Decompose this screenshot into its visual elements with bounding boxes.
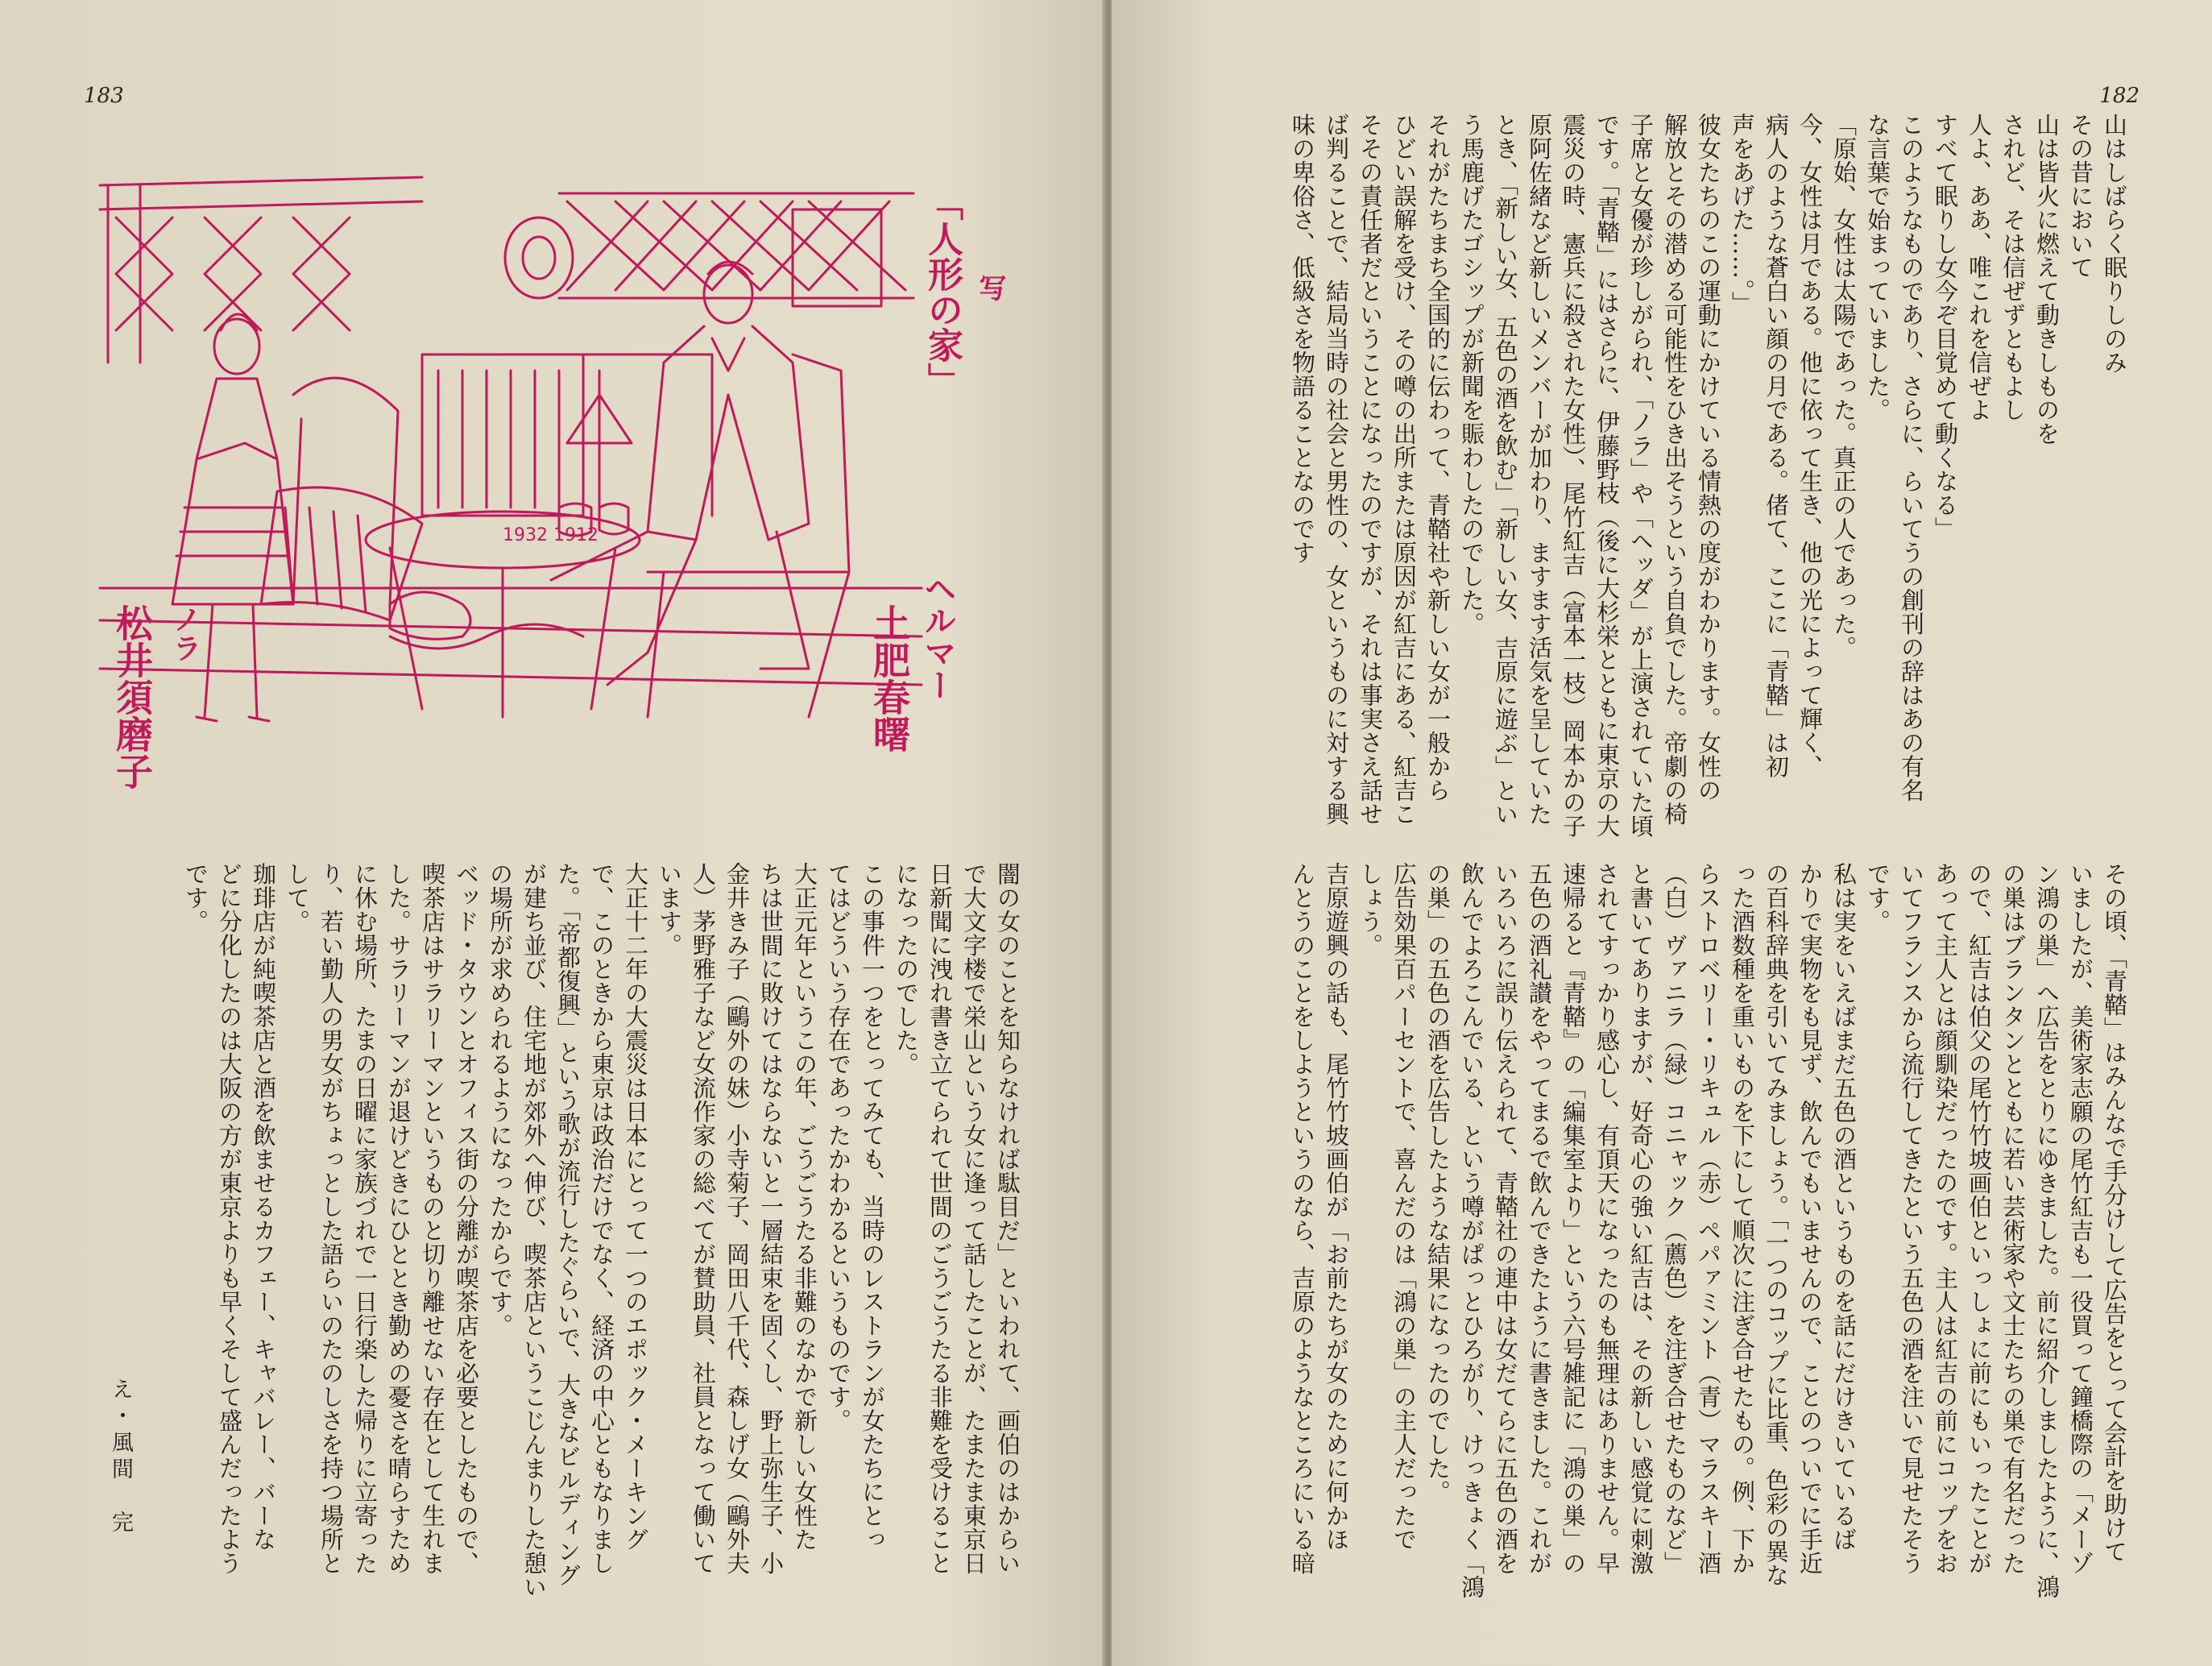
- left-body-line: います。: [656, 862, 683, 957]
- right-upper-line: 声をあげた……。」: [1729, 113, 1756, 315]
- right-upper-line: 山は皆火に燃えて動きしものを: [2033, 113, 2061, 446]
- right-upper-line: です。「青鞜」にはさらに、伊藤野枝（後に大杉栄とともに東京の大: [1593, 113, 1621, 838]
- right-lower-line: の巣はブランタンとともに若い芸術家や文士たちの巣で有名だった: [1999, 862, 2027, 1575]
- right-upper-line: 「原始、女性は太陽であった。真正の人であった。: [1830, 113, 1858, 660]
- left-body-line: になったのでした。: [893, 862, 920, 1076]
- table-inscription: 1932 1912: [503, 525, 599, 545]
- right-upper-line: そその責任者だということになったのですが、それは事実さえ話せ: [1357, 113, 1384, 826]
- right-lower-line: かりで実物をも見ず、飲んでもいませんので、ことのついでに手近: [1796, 862, 1824, 1575]
- right-upper-line: ば判ることで、結局当時の社会と男性の、女というものに対する興: [1323, 113, 1350, 826]
- right-lower-line: んとうのことをしようというのなら、吉原のようなところにいる暗: [1289, 862, 1316, 1575]
- left-body-line: 大正元年というこの年、ごうごうたる非難のなかで新しい女性た: [791, 862, 818, 1552]
- right-upper-line: 人よ、ああ、唯これを信ぜよ: [1966, 113, 1993, 422]
- left-body-line: ベッド・タウンとオフィス街の分離が喫茶店を必要としたもので、: [453, 862, 480, 1575]
- right-upper-line: う馬鹿げたゴシップが新聞を賑わしたのでした。: [1458, 113, 1485, 636]
- left-body-line: 日新聞に洩れ書き立てられて世間のごうごうたる非難を受けること: [926, 862, 954, 1575]
- left-body-line: が建ち並び、住宅地が郊外へ伸び、喫茶店というこじんまりした憩い: [520, 862, 548, 1599]
- right-page: [1112, 0, 2212, 1666]
- right-lower-line: しょう。: [1357, 862, 1384, 957]
- left-body-line: に休む場所、たまの日曜に家族づれで一日行楽した帰りに立寄った: [351, 862, 379, 1575]
- left-body-line: この事件一つをとってみても、当時のレストランが女たちにとっ: [859, 862, 886, 1552]
- illustrator-credit: え・風間 完: [108, 1378, 133, 1537]
- right-upper-line: 味の卑俗さ、低級さを物語ることなのです: [1289, 113, 1316, 565]
- left-body-line: り、若い勤人の男女がちょっとした語らいのたのしさを持つ場所と: [317, 862, 345, 1575]
- left-body-line: 金井きみ子（鷗外の妹）小寺菊子、岡田八千代、森しげ女（鷗外夫: [723, 862, 751, 1575]
- right-lower-line: 吉原遊興の話も、尾竹竹坡画伯が「お前たちが女のために何かほ: [1323, 862, 1350, 1552]
- left-body-line: 大正十二年の大震災は日本にとって一つのエポック・メーキング: [622, 862, 649, 1552]
- left-body-line: 闇の女のことを知らなければ駄目だ」といわれて、画伯のはからい: [994, 862, 1021, 1575]
- right-upper-line: とき、「新しい女、五色の酒を飲む」「新しい女、吉原に遊ぶ」とい: [1492, 113, 1519, 827]
- left-body-text: [179, 862, 1025, 1660]
- right-upper-line: このようなものであり、さらに、らいてうの創刊の辞はあの有名: [1898, 113, 1925, 802]
- right-upper-line: それがたちまち全国的に伝わって、青鞜社や新しい女が一般から: [1424, 113, 1452, 802]
- right-upper-line: されど、そは信ぜずともよし: [1999, 113, 2027, 422]
- right-upper-line: 原阿佐緒など新しいメンバーが加わり、ますます活気を呈していた: [1526, 113, 1553, 826]
- right-lower-line: あって主人とは顔馴染だったのです。主人は紅吉の前にコップをお: [1932, 862, 1959, 1575]
- right-upper-line: 彼女たちのこの運動にかけている情熱の度がわかります。女性の: [1695, 113, 1722, 802]
- left-body-line: で、このときから東京は政治だけでなく、経済の中心ともなりまし: [588, 862, 615, 1575]
- left-body-line: の場所が求められるようになったからです。: [487, 862, 514, 1337]
- left-body-line: です。: [182, 862, 209, 934]
- right-lower-line: いてフランスから流行してきたという五色の酒を注いで見せたそう: [1898, 862, 1925, 1575]
- right-lower-line: です。: [1864, 862, 1891, 934]
- left-body-line: てはどういう存在であったかわかるというものです。: [825, 862, 852, 1432]
- right-lower-line: ので、紅吉は伯父の尾竹竹坡画伯といっしょに前にもいったことが: [1966, 862, 1993, 1575]
- right-upper-line: な言葉で始まっていました。: [1864, 113, 1891, 422]
- right-upper-line: 病人のような蒼白い顔の月である。偖て、ここに「青鞜」は初: [1763, 113, 1790, 778]
- right-upper-line: 震災の時、憲兵に殺された女性）、尾竹紅吉（富本一枝）岡本かの子: [1560, 113, 1587, 838]
- left-body-line: 喫茶店はサラリーマンというものと切り離せない存在として生れま: [419, 862, 446, 1575]
- caption-helmer: ヘルマー: [919, 572, 956, 701]
- right-upper-line: 今、女性は月である。他に依って生き、他の光によって輝く、: [1796, 113, 1824, 778]
- right-lower-line: 広告効果百パーセントで、喜んだのは「鴻の巣」の主人だったで: [1390, 862, 1418, 1552]
- right-lower-line: と書いてありますが、好奇心の強い紅吉は、その新しい感覚に刺激: [1627, 862, 1655, 1575]
- caption-nora: ノラ: [168, 604, 201, 662]
- right-lower-line: らストロベリー・リキュル（赤）ペパァミント（青）マラスキー酒: [1695, 862, 1722, 1575]
- right-upper-line: すべて眠りし女今ぞ目覚めて動くなる」: [1932, 113, 1959, 541]
- left-body-line: 人）茅野雅子など女流作家の総べてが賛助員、社員となって働いて: [690, 862, 717, 1575]
- right-upper-text: [1286, 113, 2131, 838]
- page-number-183: 183: [84, 84, 124, 108]
- left-page: [0, 0, 1105, 1666]
- left-body-line: た。「帝都復興」という歌が流行したぐらいで、大きなビルディング: [554, 862, 582, 1587]
- right-lower-line: の百科辞典を引いてみましょう。「一つのコップに比重、色彩の異な: [1763, 862, 1790, 1587]
- right-lower-line: その頃、「青鞜」はみんなで手分けして広告をとって会計を助けて: [2101, 862, 2128, 1564]
- right-lower-line: されてすっかり感心し、有頂天になったのも無理はありません。早: [1593, 862, 1621, 1575]
- right-lower-line: （白）ヴァニラ（緑）コニャック（薦色）を注ぎ合せたものなど」: [1661, 862, 1688, 1575]
- page-number-182: 182: [2099, 84, 2140, 108]
- right-lower-line: った酒数種を重いものを下にして順次に注ぎ合せたもの。例、下か: [1729, 862, 1756, 1575]
- left-body-line: した。サラリーマンが退けどきにひととき勤めの憂さを晴らすため: [385, 862, 412, 1575]
- right-upper-line: その昔において: [2067, 113, 2094, 280]
- caption-dolls-house: 「人形の家」: [922, 185, 963, 398]
- left-body-line: して。: [284, 862, 311, 934]
- right-upper-line: 解放とその潜める可能性をひき出そうという自負でした。帝劇の椅: [1661, 113, 1688, 826]
- right-upper-line: ひどい誤解を受け、その噂の出所または原因が紅吉にある、紅吉こ: [1390, 113, 1418, 826]
- left-body-line: どに分化したのは大阪の方が東京よりも早くそして盛んだったよう: [216, 862, 243, 1575]
- right-lower-line: いろいろに誤り伝えられて、青鞜社の連中は女だてらに五色の酒を: [1492, 862, 1519, 1575]
- right-lower-line: いましたが、美術家志願の尾竹紅吉も一役買って鐘橋際の「メーゾ: [2067, 862, 2094, 1575]
- left-body-line: で大文字楼で栄山という女に逢って話したことが、たまたま東京日: [960, 862, 988, 1575]
- caption-helmer-actor: 土肥春曙: [868, 604, 911, 752]
- right-lower-line: ン鴻の巣」へ広告をとりにゆきました。前に紹介しましたように、鴻: [2033, 862, 2061, 1599]
- right-lower-line: の巣」の五色の酒を広告したような結果になったのでした。: [1424, 862, 1452, 1504]
- caption-suffix: 写: [974, 274, 1006, 301]
- left-body-line: 珈琲店が純喫茶店と酒を飲ませるカフェー、キャバレー、バーな: [250, 862, 277, 1552]
- right-lower-line: 飲んでよろこんでいる、という噂がぱっとひろがり、けっきょく「鴻: [1458, 862, 1485, 1599]
- right-lower-text: [1286, 862, 2131, 1660]
- right-lower-line: 私は実をいえばまだ五色の酒というものを話にだけきいているば: [1830, 862, 1858, 1552]
- caption-nora-actress: 松井須磨子: [110, 604, 154, 789]
- left-body-line: ちは世間に敗けてはならないと一層結束を固くし、野上弥生子、小: [757, 862, 785, 1575]
- right-upper-line: 子席と女優が珍しがられ、「ノラ」や「ヘッダ」が上演されていた頃: [1627, 113, 1655, 838]
- right-lower-line: 速帰ると『青鞜』の「編集室より」という六号雑記に「鴻の巣」の: [1560, 862, 1587, 1575]
- illustration-dolls-house: [84, 153, 1010, 822]
- right-lower-line: 五色の酒礼讃をやってまるで飲んできたように書きました。これが: [1526, 862, 1553, 1575]
- right-upper-line: 山はしばらく眠りしのみ: [2101, 113, 2128, 375]
